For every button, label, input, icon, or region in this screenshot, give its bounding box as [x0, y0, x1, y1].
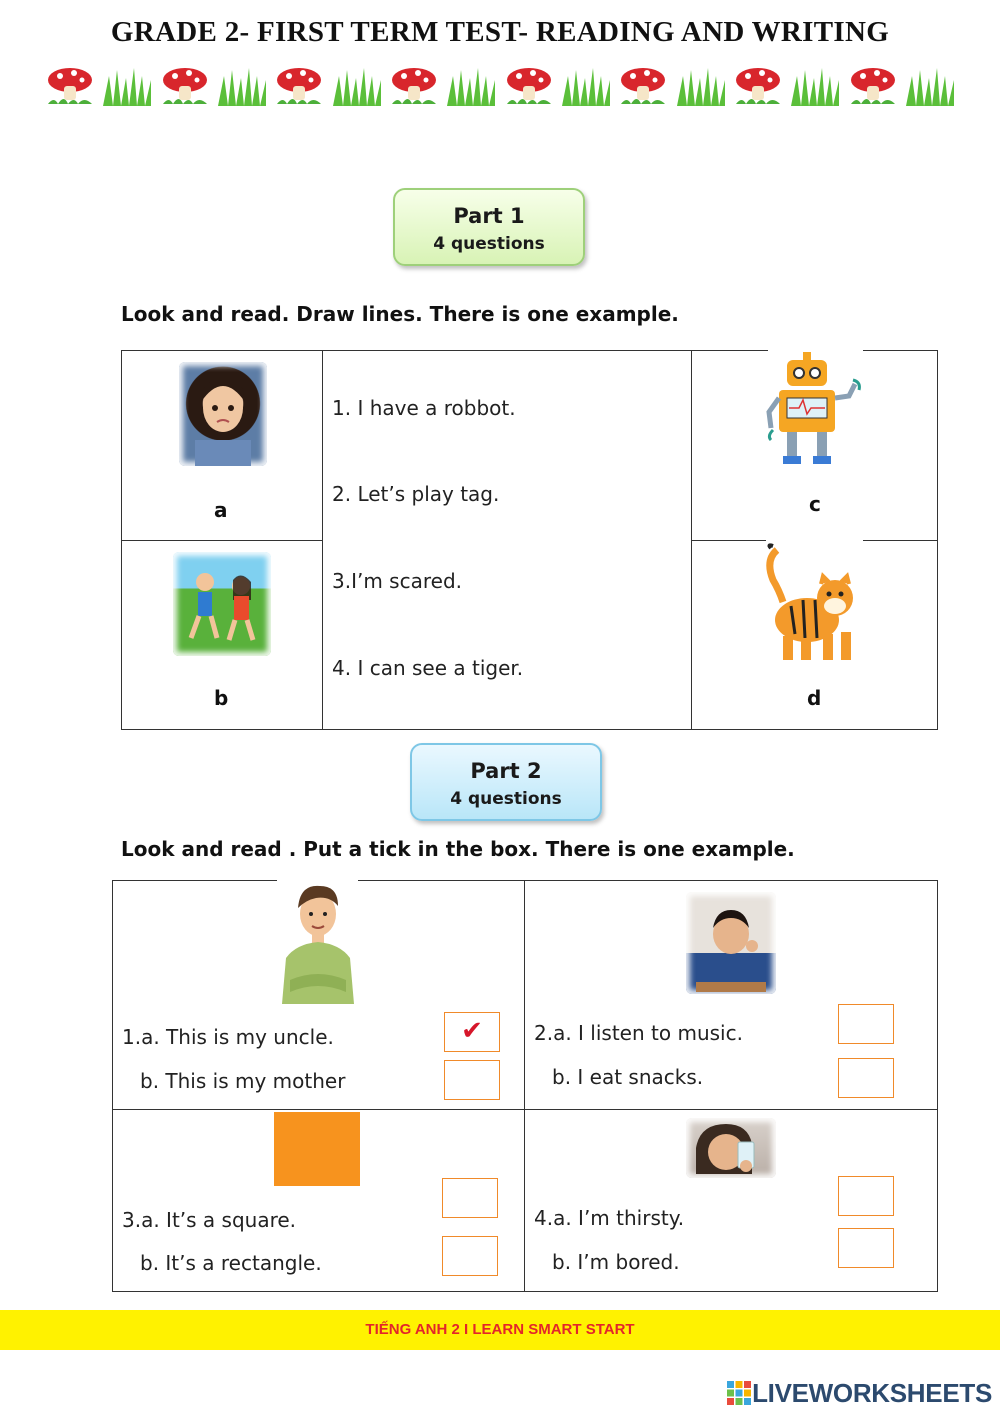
letter-c: c: [809, 492, 821, 516]
item1-option-a: 1.a. This is my uncle.: [122, 1025, 334, 1049]
mushroom-icon: [44, 66, 96, 106]
liveworksheets-logo: [726, 1378, 992, 1408]
item1-option-b: b. This is my mother: [140, 1069, 346, 1093]
grass-icon: [560, 66, 612, 106]
boy-face-icon: [686, 892, 776, 994]
item4-option-a: 4.a. I’m thirsty.: [534, 1206, 685, 1230]
item3-option-a: 3.a. It’s a square.: [122, 1208, 297, 1232]
grass-icon: [789, 66, 841, 106]
part1-table: [121, 350, 938, 730]
liveworksheets-grid-icon: [726, 1380, 752, 1406]
mushroom-icon: [159, 66, 211, 106]
part2-instruction: Look and read . Put a tick in the box. There is one example.: [121, 837, 795, 861]
sentence-3: 3.I’m scared.: [332, 569, 462, 593]
scared-girl-photo: [179, 362, 267, 466]
mushroom-icon: [732, 66, 784, 106]
item2-option-b: b. I eat snacks.: [552, 1065, 704, 1089]
sentence-1: 1. I have a robbot.: [332, 396, 516, 420]
uncle-man-icon: [276, 880, 360, 1004]
letter-d: d: [807, 686, 822, 710]
part1-label: Part 1: [453, 204, 525, 228]
item2-option-a: 2.a. I listen to music.: [534, 1021, 743, 1045]
footer-banner: TIẾNG ANH 2 I LEARN SMART START: [0, 1310, 1000, 1350]
girl-drinking-icon: [686, 1118, 776, 1178]
mushroom-icon: [847, 66, 899, 106]
letter-a: a: [214, 498, 228, 522]
robot-icon: [765, 350, 865, 470]
item1-tickbox-b[interactable]: [444, 1060, 500, 1100]
grass-icon: [675, 66, 727, 106]
part2-questions: 4 questions: [450, 789, 562, 809]
grass-icon: [101, 66, 153, 106]
kids-playing-tag-photo: [173, 552, 271, 656]
boy-eating-snacks-photo: [686, 892, 776, 994]
decorative-border: [44, 64, 956, 106]
grass-icon: [904, 66, 956, 106]
item4-option-b: b. I’m bored.: [552, 1250, 680, 1274]
grass-icon: [216, 66, 268, 106]
item3-option-b: b. It’s a rectangle.: [140, 1251, 322, 1275]
page-title: GRADE 2- FIRST TERM TEST- READING AND WRITING: [110, 16, 890, 48]
sentence-2: 2. Let’s play tag.: [332, 482, 500, 506]
mushroom-icon: [503, 66, 555, 106]
letter-b: b: [214, 686, 229, 710]
part1-instruction: Look and read. Draw lines. There is one example.: [121, 302, 679, 326]
girl-drinking-photo: [686, 1118, 776, 1178]
part1-questions: 4 questions: [433, 234, 545, 254]
item3-tickbox-b[interactable]: [442, 1236, 498, 1276]
girl-face-icon: [179, 362, 267, 466]
grass-icon: [445, 66, 497, 106]
item4-tickbox-a[interactable]: [838, 1176, 894, 1216]
sentence-4: 4. I can see a tiger.: [332, 656, 524, 680]
mushroom-icon: [388, 66, 440, 106]
item2-tickbox-b[interactable]: [838, 1058, 894, 1098]
part1-header: [393, 188, 585, 266]
orange-square-shape: [274, 1112, 360, 1186]
item3-tickbox-a[interactable]: [442, 1178, 498, 1218]
part2-table: [112, 880, 938, 1292]
grass-icon: [331, 66, 383, 106]
part2-label: Part 2: [470, 759, 542, 783]
item2-tickbox-a[interactable]: [838, 1004, 894, 1044]
brand-name: LIVEWORKSHEETS: [752, 1377, 992, 1408]
item4-tickbox-b[interactable]: [838, 1228, 894, 1268]
tiger-icon: [757, 540, 867, 670]
mushroom-icon: [273, 66, 325, 106]
item1-tickbox-a[interactable]: ✔: [444, 1012, 500, 1052]
kids-running-icon: [173, 552, 271, 656]
mushroom-icon: [617, 66, 669, 106]
part2-header: [410, 743, 602, 821]
